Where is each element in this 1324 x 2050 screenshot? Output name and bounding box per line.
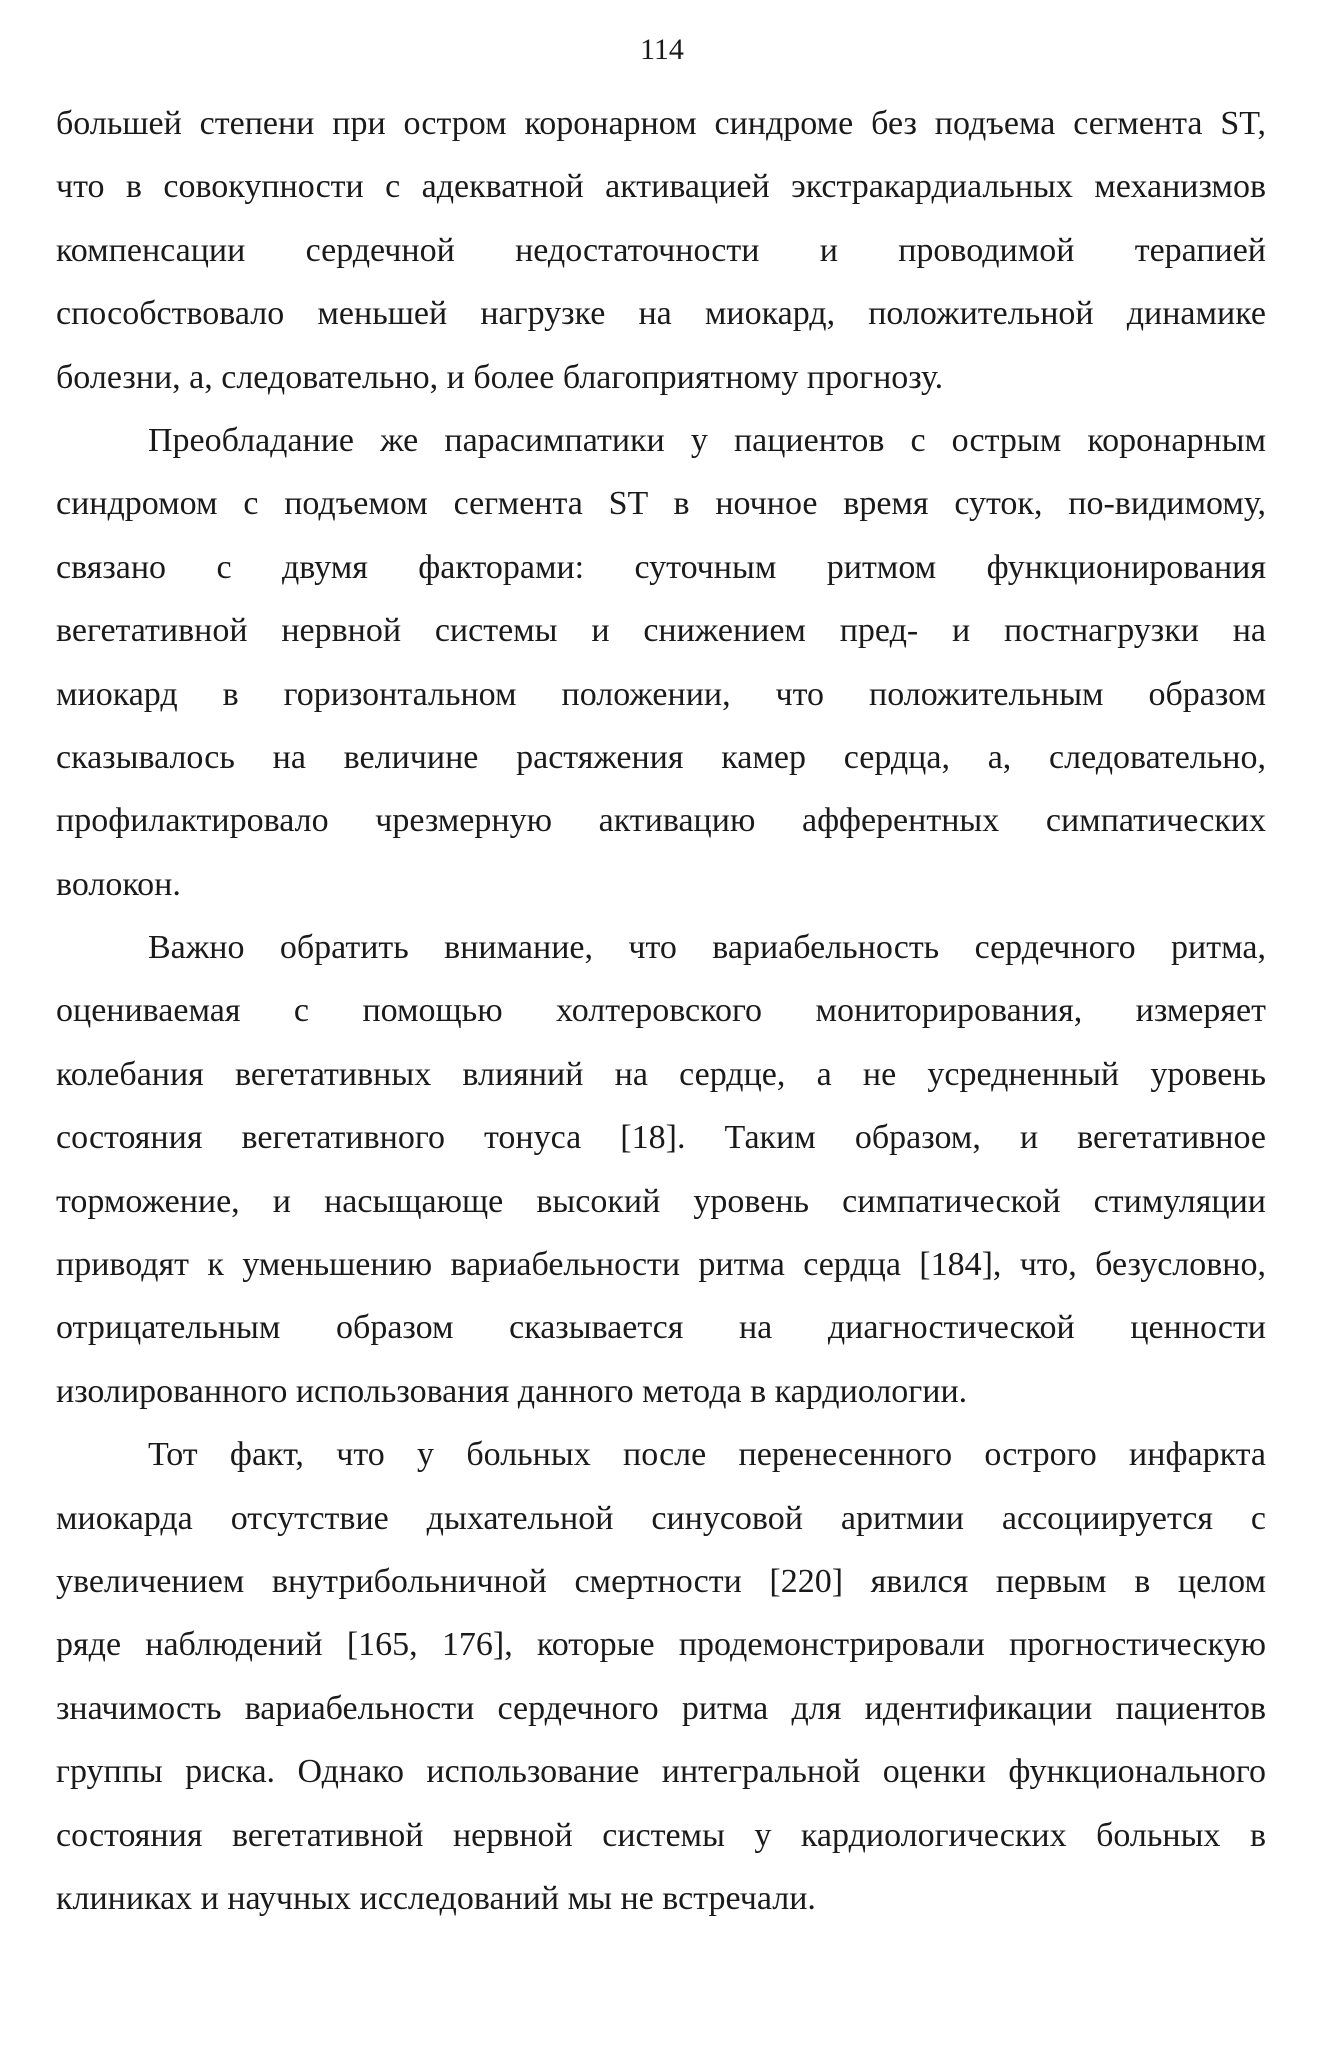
text-line: волокон. xyxy=(56,865,181,903)
text-line: большей степени при остром коронарном синдроме без подъема сегмента ST, xyxy=(56,105,1266,142)
text-line: Преобладание же парасимпатики у пациентов с острым коронарным xyxy=(148,421,1266,459)
text-line: болезни, а, следовательно, и более благоприятному прогнозу. xyxy=(56,358,944,396)
paragraph xyxy=(56,409,1266,916)
body-text xyxy=(56,92,1266,1930)
text-line: клиниках и научных исследований мы не встречали. xyxy=(56,1879,816,1917)
text-line: вегетативной нервной системы и снижением пред- и постнагрузки на xyxy=(56,612,1266,650)
text-line: изолированного использования данного метода в кардиологии. xyxy=(56,1372,968,1410)
text-line: Тот факт, что у больных после перенесенного острого инфаркта xyxy=(148,1436,1266,1474)
text-line: состояния вегетативной нервной системы у кардиологических больных в xyxy=(56,1816,1266,1854)
text-line: миокард в горизонтальном положении, что положительным образом xyxy=(56,675,1266,713)
text-line: сказывалось на величине растяжения камер сердца, а, следовательно, xyxy=(56,738,1266,776)
text-line: торможение, и насыщающе высокий уровень симпатической стимуляции xyxy=(56,1182,1266,1220)
text-line: отрицательным образом сказывается на диагностической ценности xyxy=(56,1309,1266,1347)
paragraph xyxy=(56,92,1266,409)
text-line: приводят к уменьшению вариабельности ритма сердца [184], что, безусловно, xyxy=(56,1246,1266,1284)
text-line: профилактировало чрезмерную активацию афферентных симпатических xyxy=(56,802,1266,840)
paragraph xyxy=(56,1423,1266,1930)
text-line: группы риска. Однако использование интегральной оценки функционального xyxy=(56,1753,1266,1791)
text-line: миокарда отсутствие дыхательной синусовой аритмии ассоциируется с xyxy=(56,1499,1266,1537)
text-line: значимость вариабельности сердечного ритма для идентификации пациентов xyxy=(56,1689,1266,1727)
text-line: что в совокупности с адекватной активацией экстракардиальных механизмов xyxy=(56,168,1266,206)
text-line: синдромом с подъемом сегмента ST в ночное время суток, по-видимому, xyxy=(56,485,1266,523)
text-line: связано с двумя факторами: суточным ритмом функционирования xyxy=(56,548,1266,586)
text-line: колебания вегетативных влияний на сердце, а не усредненный уровень xyxy=(56,1055,1266,1093)
text-line: ряде наблюдений [165, 176], которые продемонстрировали прогностическую xyxy=(56,1626,1266,1664)
page-number: 114 xyxy=(640,33,684,66)
text-line: компенсации сердечной недостаточности и проводимой терапией xyxy=(56,231,1266,269)
text-line: оцениваемая с помощью холтеровского мониторирования, измеряет xyxy=(56,992,1266,1030)
text-line: состояния вегетативного тонуса [18]. Таким образом, и вегетативное xyxy=(56,1119,1266,1157)
text-line: Важно обратить внимание, что вариабельность сердечного ритма, xyxy=(148,929,1266,967)
text-line: способствовало меньшей нагрузке на миокард, положительной динамике xyxy=(56,295,1266,333)
text-line: увеличением внутрибольничной смертности [220] явился первым в целом xyxy=(56,1562,1266,1600)
paragraph xyxy=(56,916,1266,1423)
